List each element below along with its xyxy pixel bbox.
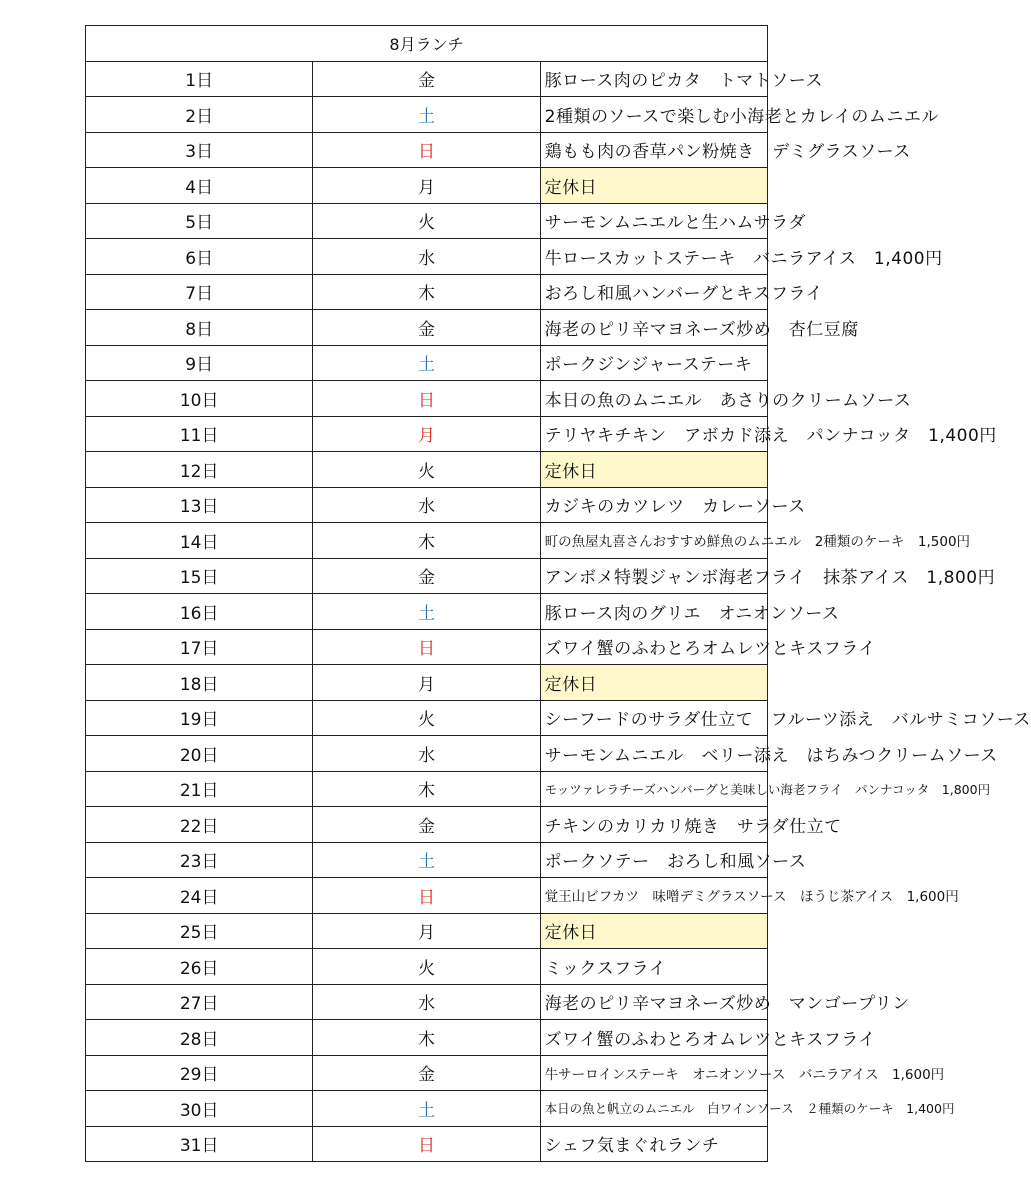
- menu-row: [86, 381, 768, 417]
- menu-row: [86, 416, 768, 452]
- title-row: [86, 26, 768, 62]
- row-date: 16日: [86, 594, 313, 630]
- row-day-of-week: 金: [313, 310, 540, 346]
- row-day-of-week: 水: [313, 487, 540, 523]
- menu-row: [86, 97, 768, 133]
- row-menu-item: 本日の魚のムニエル あさりのクリームソース: [540, 381, 767, 417]
- lunch-menu-sheet: [85, 25, 1031, 1162]
- row-day-of-week: 月: [313, 665, 540, 701]
- row-menu-item: 牛サーロインステーキ オニオンソース バニラアイス 1,600円: [540, 1055, 767, 1091]
- row-day-of-week: 日: [313, 878, 540, 914]
- row-date: 14日: [86, 523, 313, 559]
- menu-row: [86, 878, 768, 914]
- row-date: 11日: [86, 416, 313, 452]
- row-date: 25日: [86, 913, 313, 949]
- menu-row: [86, 665, 768, 701]
- row-menu-item: ズワイ蟹のふわとろオムレツとキスフライ: [540, 629, 767, 665]
- row-day-of-week: 火: [313, 203, 540, 239]
- row-closed-day: 定休日: [540, 168, 767, 204]
- row-menu-item: ズワイ蟹のふわとろオムレツとキスフライ: [540, 1020, 767, 1056]
- row-menu-item: 覚王山ビフカツ 味噌デミグラスソース ほうじ茶アイス 1,600円: [540, 878, 767, 914]
- row-menu-item: モッツァレラチーズハンバーグと美味しい海老フライ パンナコッタ 1,800円: [540, 771, 767, 807]
- menu-row: [86, 807, 768, 843]
- row-closed-day: 定休日: [540, 665, 767, 701]
- row-date: 24日: [86, 878, 313, 914]
- row-day-of-week: 金: [313, 558, 540, 594]
- menu-title: 8月ランチ: [86, 26, 768, 62]
- row-date: 2日: [86, 97, 313, 133]
- row-date: 30日: [86, 1091, 313, 1127]
- row-day-of-week: 土: [313, 345, 540, 381]
- menu-row: [86, 345, 768, 381]
- row-date: 9日: [86, 345, 313, 381]
- menu-row: [86, 736, 768, 772]
- row-date: 6日: [86, 239, 313, 275]
- row-menu-item: 2種類のソースで楽しむ小海老とカレイのムニエル: [540, 97, 767, 133]
- row-date: 10日: [86, 381, 313, 417]
- row-date: 20日: [86, 736, 313, 772]
- row-day-of-week: 日: [313, 1126, 540, 1162]
- row-menu-item: アンボメ特製ジャンボ海老フライ 抹茶アイス 1,800円: [540, 558, 767, 594]
- menu-row: [86, 487, 768, 523]
- row-date: 15日: [86, 558, 313, 594]
- row-day-of-week: 日: [313, 132, 540, 168]
- row-day-of-week: 木: [313, 771, 540, 807]
- row-day-of-week: 火: [313, 452, 540, 488]
- menu-row: [86, 984, 768, 1020]
- row-menu-item: シーフードのサラダ仕立て フルーツ添え バルサミコソース: [540, 700, 767, 736]
- menu-row: [86, 203, 768, 239]
- row-day-of-week: 火: [313, 700, 540, 736]
- menu-row: [86, 61, 768, 97]
- menu-row: [86, 452, 768, 488]
- row-menu-item: 海老のピリ辛マヨネーズ炒め 杏仁豆腐: [540, 310, 767, 346]
- row-menu-item: おろし和風ハンバーグとキスフライ: [540, 274, 767, 310]
- row-menu-item: サーモンムニエルと生ハムサラダ: [540, 203, 767, 239]
- row-menu-item: ポークジンジャーステーキ: [540, 345, 767, 381]
- row-date: 13日: [86, 487, 313, 523]
- row-date: 3日: [86, 132, 313, 168]
- row-menu-item: 町の魚屋丸喜さんおすすめ鮮魚のムニエル 2種類のケーキ 1,500円: [540, 523, 767, 559]
- row-date: 31日: [86, 1126, 313, 1162]
- row-date: 28日: [86, 1020, 313, 1056]
- row-date: 29日: [86, 1055, 313, 1091]
- row-date: 8日: [86, 310, 313, 346]
- row-date: 12日: [86, 452, 313, 488]
- row-day-of-week: 水: [313, 736, 540, 772]
- row-date: 23日: [86, 842, 313, 878]
- menu-row: [86, 1020, 768, 1056]
- row-day-of-week: 金: [313, 807, 540, 843]
- menu-row: [86, 239, 768, 275]
- row-date: 27日: [86, 984, 313, 1020]
- menu-row: [86, 274, 768, 310]
- row-menu-item: 海老のピリ辛マヨネーズ炒め マンゴープリン: [540, 984, 767, 1020]
- row-menu-item: カジキのカツレツ カレーソース: [540, 487, 767, 523]
- menu-row: [86, 310, 768, 346]
- row-menu-item: サーモンムニエル ベリー添え はちみつクリームソース: [540, 736, 767, 772]
- row-date: 17日: [86, 629, 313, 665]
- row-day-of-week: 水: [313, 239, 540, 275]
- menu-row: [86, 1126, 768, 1162]
- row-date: 26日: [86, 949, 313, 985]
- menu-row: [86, 1055, 768, 1091]
- row-day-of-week: 木: [313, 523, 540, 559]
- row-menu-item: 豚ロース肉のグリエ オニオンソース: [540, 594, 767, 630]
- row-day-of-week: 月: [313, 168, 540, 204]
- row-date: 22日: [86, 807, 313, 843]
- menu-row: [86, 168, 768, 204]
- row-date: 19日: [86, 700, 313, 736]
- row-day-of-week: 日: [313, 381, 540, 417]
- menu-row: [86, 594, 768, 630]
- menu-row: [86, 842, 768, 878]
- menu-row: [86, 558, 768, 594]
- menu-row: [86, 700, 768, 736]
- row-day-of-week: 土: [313, 97, 540, 133]
- row-day-of-week: 土: [313, 594, 540, 630]
- row-menu-item: 本日の魚と帆立のムニエル 白ワインソース ２種類のケーキ 1,400円: [540, 1091, 767, 1127]
- row-date: 4日: [86, 168, 313, 204]
- row-date: 18日: [86, 665, 313, 701]
- menu-row: [86, 523, 768, 559]
- row-menu-item: ポークソテー おろし和風ソース: [540, 842, 767, 878]
- row-day-of-week: 月: [313, 416, 540, 452]
- menu-row: [86, 913, 768, 949]
- row-date: 7日: [86, 274, 313, 310]
- row-menu-item: 牛ロースカットステーキ バニラアイス 1,400円: [540, 239, 767, 275]
- row-date: 21日: [86, 771, 313, 807]
- row-day-of-week: 金: [313, 61, 540, 97]
- row-day-of-week: 木: [313, 274, 540, 310]
- row-day-of-week: 木: [313, 1020, 540, 1056]
- row-day-of-week: 土: [313, 1091, 540, 1127]
- menu-row: [86, 771, 768, 807]
- row-closed-day: 定休日: [540, 452, 767, 488]
- row-day-of-week: 水: [313, 984, 540, 1020]
- row-day-of-week: 日: [313, 629, 540, 665]
- row-menu-item: テリヤキチキン アボカド添え パンナコッタ 1,400円: [540, 416, 767, 452]
- row-closed-day: 定休日: [540, 913, 767, 949]
- row-menu-item: 鶏もも肉の香草パン粉焼き デミグラスソース: [540, 132, 767, 168]
- row-day-of-week: 土: [313, 842, 540, 878]
- row-day-of-week: 火: [313, 949, 540, 985]
- row-menu-item: チキンのカリカリ焼き サラダ仕立て: [540, 807, 767, 843]
- menu-row: [86, 132, 768, 168]
- menu-row: [86, 629, 768, 665]
- row-day-of-week: 金: [313, 1055, 540, 1091]
- row-menu-item: ミックスフライ: [540, 949, 767, 985]
- row-menu-item: シェフ気まぐれランチ: [540, 1126, 767, 1162]
- row-menu-item: 豚ロース肉のピカタ トマトソース: [540, 61, 767, 97]
- row-day-of-week: 月: [313, 913, 540, 949]
- lunch-menu-table: [85, 25, 1031, 1162]
- menu-row: [86, 949, 768, 985]
- row-date: 1日: [86, 61, 313, 97]
- menu-row: [86, 1091, 768, 1127]
- row-date: 5日: [86, 203, 313, 239]
